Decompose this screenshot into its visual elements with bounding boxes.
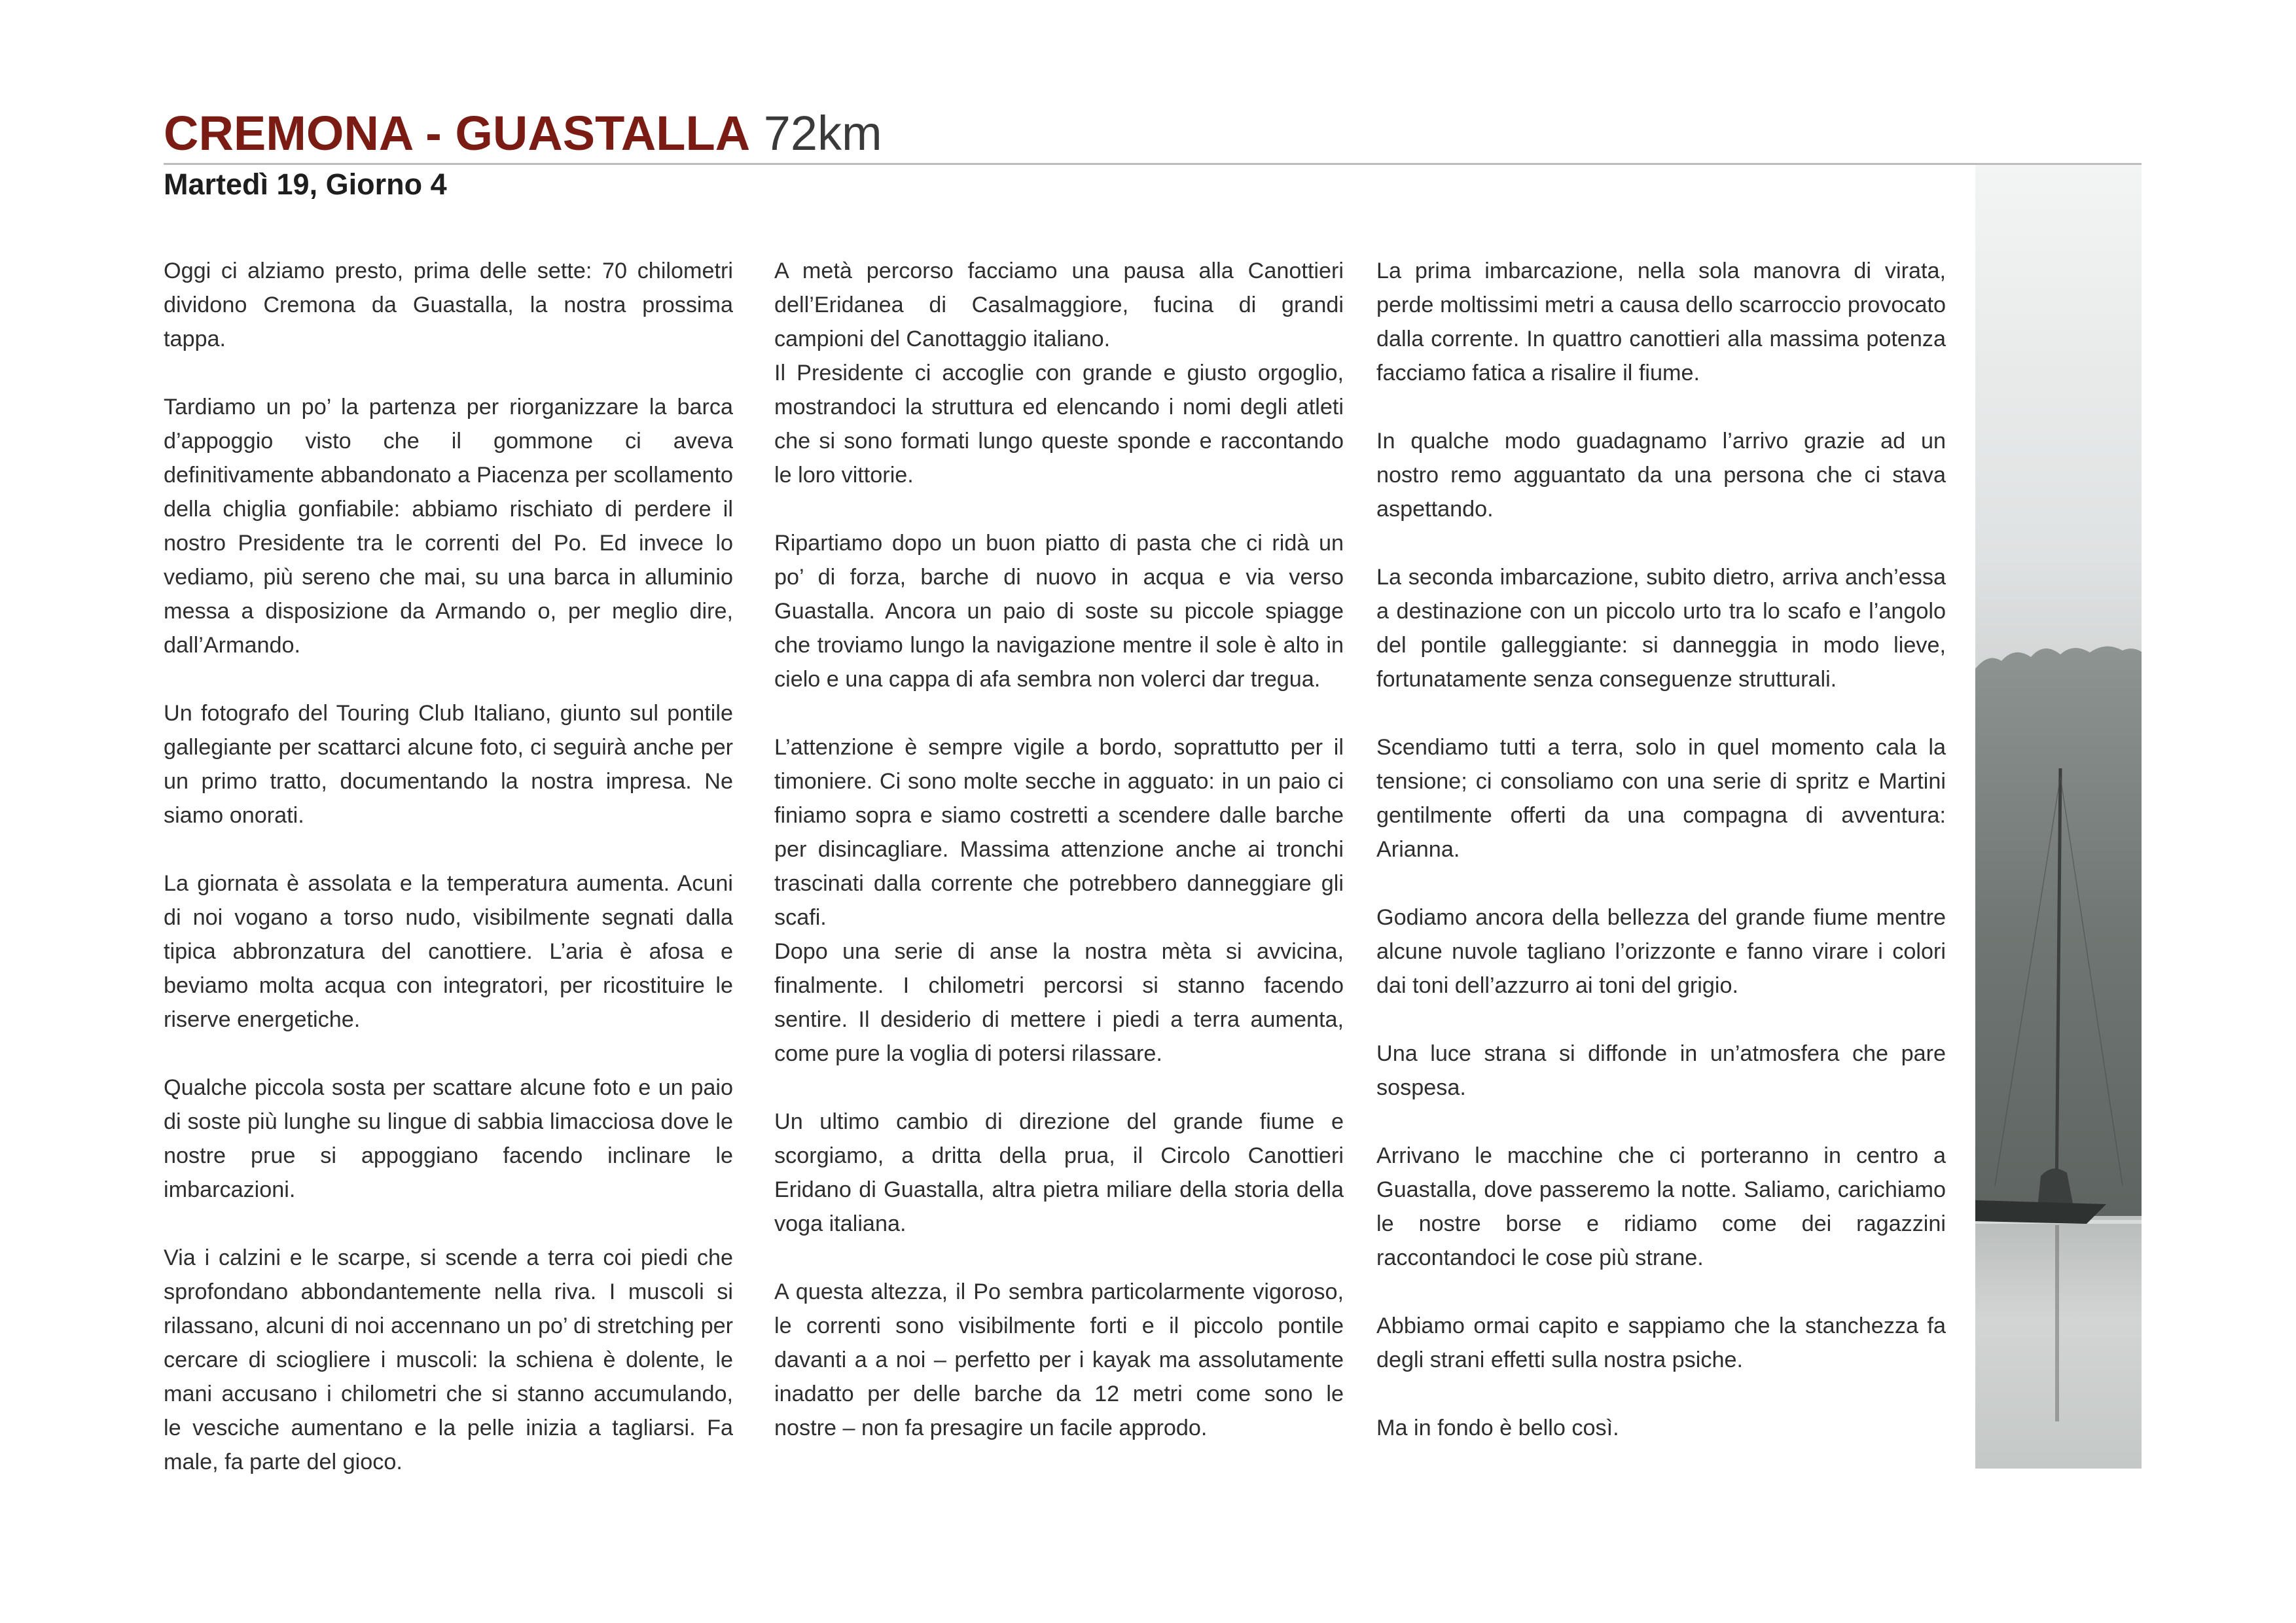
boat-hull: [1975, 1200, 2106, 1224]
paragraph: Abbiamo ormai capito e sappiamo che la stanchezza fa degli strani effetti sulla nostra psiche.: [1376, 1313, 1946, 1372]
paragraph: Un ultimo cambio di direzione del grande fiume e scorgiamo, a dritta della prua, il Circolo Canottieri Eridano di Guastalla, altra pietra miliare della storia della voga italiana.: [774, 1109, 1344, 1236]
page-title: [164, 103, 882, 164]
paragraph: A metà percorso facciamo una pausa alla Canottieri dell’Eridanea di Casalmaggiore, fucina di grandi campioni del Canottaggio italiano.: [774, 259, 1344, 351]
paragraph: Ripartiamo dopo un buon piatto di pasta che ci ridà un po’ di forza, barche di nuovo in acqua e via verso Guastalla. Ancora un paio di soste su piccole spiagge che troviamo lungo la navigazione mentre il sole è alto in cielo e una cappa di afa sembra non volerci dar tregua.: [774, 531, 1344, 692]
paragraph: Scendiamo tutti a terra, solo in quel momento cala la tensione; ci consoliamo con una serie di spritz e Martini gentilmente offerti da una compagna di avventura: Arianna.: [1376, 735, 1946, 862]
title-distance: 72km: [763, 106, 882, 160]
text-column-1: [164, 254, 733, 1484]
paragraph: Qualche piccola sosta per scattare alcune foto e un paio di soste più lunghe su lingue di sabbia limacciosa dove le nostre prue si appoggiano facendo inclinare le imbarcazioni.: [164, 1075, 733, 1202]
header-divider: [164, 163, 2142, 165]
paragraph: Dopo una serie di anse la nostra mèta si avvicina, finalmente. I chilometri percorsi si stanno facendo sentire. Il desiderio di mettere i piedi a terra aumenta, come pure la voglia di potersi rilassare.: [774, 939, 1344, 1066]
page-subtitle: Martedì 19, Giorno 4: [164, 168, 447, 201]
paragraph: Godiamo ancora della bellezza del grande fiume mentre alcune nuvole tagliano l’orizzonte e fanno virare i colori dai toni dell’azzurro ai toni del grigio.: [1376, 905, 1946, 998]
paragraph: Un fotografo del Touring Club Italiano, giunto sul pontile gallegiante per scattarci alcune foto, ci seguirà anche per un primo tratto, documentando la nostra impresa. Ne siamo onorati.: [164, 701, 733, 828]
paragraph: L’attenzione è sempre vigile a bordo, soprattutto per il timoniere. Ci sono molte secche in agguato: in un paio ci finiamo sopra e siamo costretti a scendere dalle barche per disincagliare. Massima attenzione anche ai tronchi trascinati dalla corrente che potrebbero danneggiare gli scafi.: [774, 735, 1344, 930]
paragraph: Ma in fondo è bello così.: [1376, 1416, 1619, 1440]
paragraph: Via i calzini e le scarpe, si scende a terra coi piedi che sprofondano abbondantemente nella riva. I muscoli si rilassano, alcuni di noi accennano un po’ di stretching per cercare di sciogliere i muscoli: la schiena è dolente, le mani accusano i chilometri che si stanno accumulando, le vesciche aumentano e la pelle inizia a tagliarsi. Fa male, fa parte del gioco.: [164, 1245, 733, 1474]
text-column-2: [774, 254, 1344, 1484]
paragraph: A questa altezza, il Po sembra particolarmente vigoroso, le correnti sono visibilmente forti e il piccolo pontile davanti a a noi – perfetto per i kayak ma assolutamente inadatto per delle barche da 12 metri come sono le nostre – non fa presagire un facile approdo.: [774, 1279, 1344, 1440]
paragraph: Il Presidente ci accoglie con grande e giusto orgoglio, mostrandoci la struttura ed elencando i nomi degli atleti che si sono formati lungo queste sponde e raccontando le loro vittorie.: [774, 361, 1344, 488]
paragraph: La prima imbarcazione, nella sola manovra di virata, perde moltissimi metri a causa dello scarroccio provocato dalla corrente. In quattro canottieri alla massima potenza facciamo fatica a risalire il fiume.: [1376, 259, 1946, 385]
paragraph: Una luce strana si diffonde in un’atmosfera che pare sospesa.: [1376, 1041, 1946, 1100]
river-boat-photo: [1975, 165, 2142, 1469]
paragraph: In qualche modo guadagnamo l’arrivo grazie ad un nostro remo agguantato da una persona che ci stava aspettando.: [1376, 429, 1946, 522]
text-column-3: [1376, 254, 1946, 1484]
paragraph: La seconda imbarcazione, subito dietro, arriva anch’essa a destinazione con un piccolo urto tra lo scafo e l’angolo del pontile galleggiante: si danneggia in modo lieve, fortunatamente senza conseguenze strutturali.: [1376, 565, 1946, 692]
paragraph: Tardiamo un po’ la partenza per riorganizzare la barca d’appoggio visto che il gommone ci aveva definitivamente abbandonato a Piacenza per scollamento della chiglia gonfiabile: abbiamo rischiato di perdere il nostro Presidente tra le correnti del Po. Ed invece lo vediamo, più sereno che mai, su una barca in alluminio messa a disposizione da Armando o, per meglio dire, dall’Armando.: [164, 395, 733, 658]
title-route: CREMONA - GUASTALLA: [164, 106, 751, 160]
paragraph: La giornata è assolata e la temperatura aumenta. Acuni di noi vogano a torso nudo, visibilmente segnati dalla tipica abbronzatura del canottiere. L’aria è afosa e beviamo molta acqua con integratori, per ricostituire le riserve energetiche.: [164, 871, 733, 1032]
paragraph: Arrivano le macchine che ci porteranno in centro a Guastalla, dove passeremo la notte. Saliamo, carichiamo le nostre borse e ridiamo come dei ragazzini raccontandoci le cose più strane.: [1376, 1143, 1946, 1270]
paragraph: Oggi ci alziamo presto, prima delle sette: 70 chilometri dividono Cremona da Guastalla, la nostra prossima tappa.: [164, 259, 733, 351]
photo-illustration: [1975, 165, 2142, 1469]
